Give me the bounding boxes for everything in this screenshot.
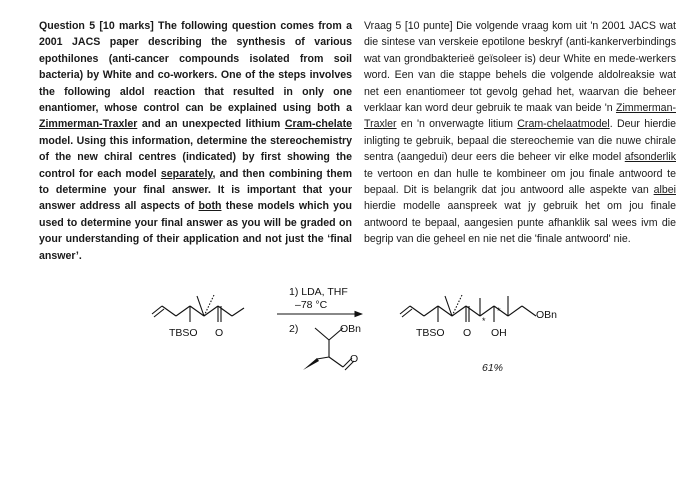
question-en-part: and an unexpected lithium — [137, 118, 285, 131]
term-separately: separately — [160, 167, 213, 180]
product-obn-label: OBn — [536, 309, 558, 321]
question-afrikaans — [364, 18, 676, 248]
aldehyde-o-label: O — [350, 353, 359, 365]
term-cram-chelate: Cram-chelate — [284, 118, 352, 131]
question-en-part: model. Using this information, determine the stereochemistry of the new chiral centres (indicated) by first showing the control for each model — [39, 134, 352, 180]
sm-carbonyl-o-label: O — [215, 327, 224, 339]
starting-ketone-structure — [152, 295, 244, 322]
term-zimmerman-traxler: Zimmerman-Traxler — [39, 118, 138, 131]
question-english — [39, 18, 352, 264]
question-af-part: Vraag 5 [10 punte] Die volgende vraag kom uit 'n 2001 JACS wat die sintese van verskeie epotilone beskryf (anti-kankerverbindings wat van grondbakterieë geïsoleer is) deur White en mede-werkers word. Een van die stappe behels die volgende aldolreaksie wat net een enantiomeer tot gevolg gehad het, waarvan die beheer verklaar kan word deur gebruik te maak van beide 'n — [364, 20, 676, 115]
reaction-yield: 61% — [482, 362, 504, 374]
question-en-part: , and then combining them to determine your final answer. It is important that your answer address all aspects of — [39, 167, 352, 213]
term-both: both — [198, 200, 222, 213]
question-af-part: en 'n onverwagte litium — [396, 118, 518, 131]
term-afsonderlik: afsonderlik — [624, 151, 676, 164]
product-oh-label: OH — [491, 327, 507, 339]
question-en-part: these models which you used to determine your final answer as you will be graded on your understanding of their application and not just the ‘final answer’. — [39, 200, 353, 262]
reagent-lda-thf: 1) LDA, THF — [289, 286, 348, 298]
question-af-part: hierdie modelle aanspreek wat jy gebruik het om jou finale antwoord te bepaal, aangesien punte afhanklik sal wees ivm die begrip van die geheel en nie net die 'finale antwoord' nie. — [364, 200, 676, 246]
aldol-reaction-scheme — [0, 270, 700, 390]
question-af-part: te vertoon en dan hulle te kombineer om jou finale antwoord te bepaal. Dit is belangrik dat jou antwoord alle aspekte van — [364, 167, 676, 197]
term-zimmerman-traxler-af: Zimmerman-Traxler — [364, 102, 676, 131]
term-cram-chelaatmodel: Cram-chelaatmodel — [517, 118, 610, 131]
product-tbso-label: TBSO — [416, 327, 445, 339]
chiral-centre-marker-2: * — [497, 306, 501, 316]
sm-tbso-label: TBSO — [169, 327, 198, 339]
aldehyde-obn-label: OBn — [340, 323, 362, 335]
reaction-temperature: –78 °C — [295, 299, 328, 311]
product-carbonyl-o-label: O — [463, 327, 472, 339]
aldol-product-structure — [400, 295, 536, 322]
question-af-part: . Deur hierdie inligting te gebruik, bepaal die stereochemie van die nuwe chirale sentra (aangedui) deur eers die beheer vir elke model — [364, 118, 677, 164]
chiral-centre-marker-1: * — [482, 316, 486, 326]
question-en-part: Question 5 [10 marks] The following question comes from a 2001 JACS paper describing the synthesis of various epothilones (anti-cancer compounds isolated from soil bacteria) by White and co-workers. One of the steps involves the following aldol reaction that resulted in only one enantiomer, whose control can be explained using both a — [39, 20, 352, 115]
reagent-step-2: 2) — [289, 323, 299, 335]
term-albei: albei — [653, 184, 676, 197]
